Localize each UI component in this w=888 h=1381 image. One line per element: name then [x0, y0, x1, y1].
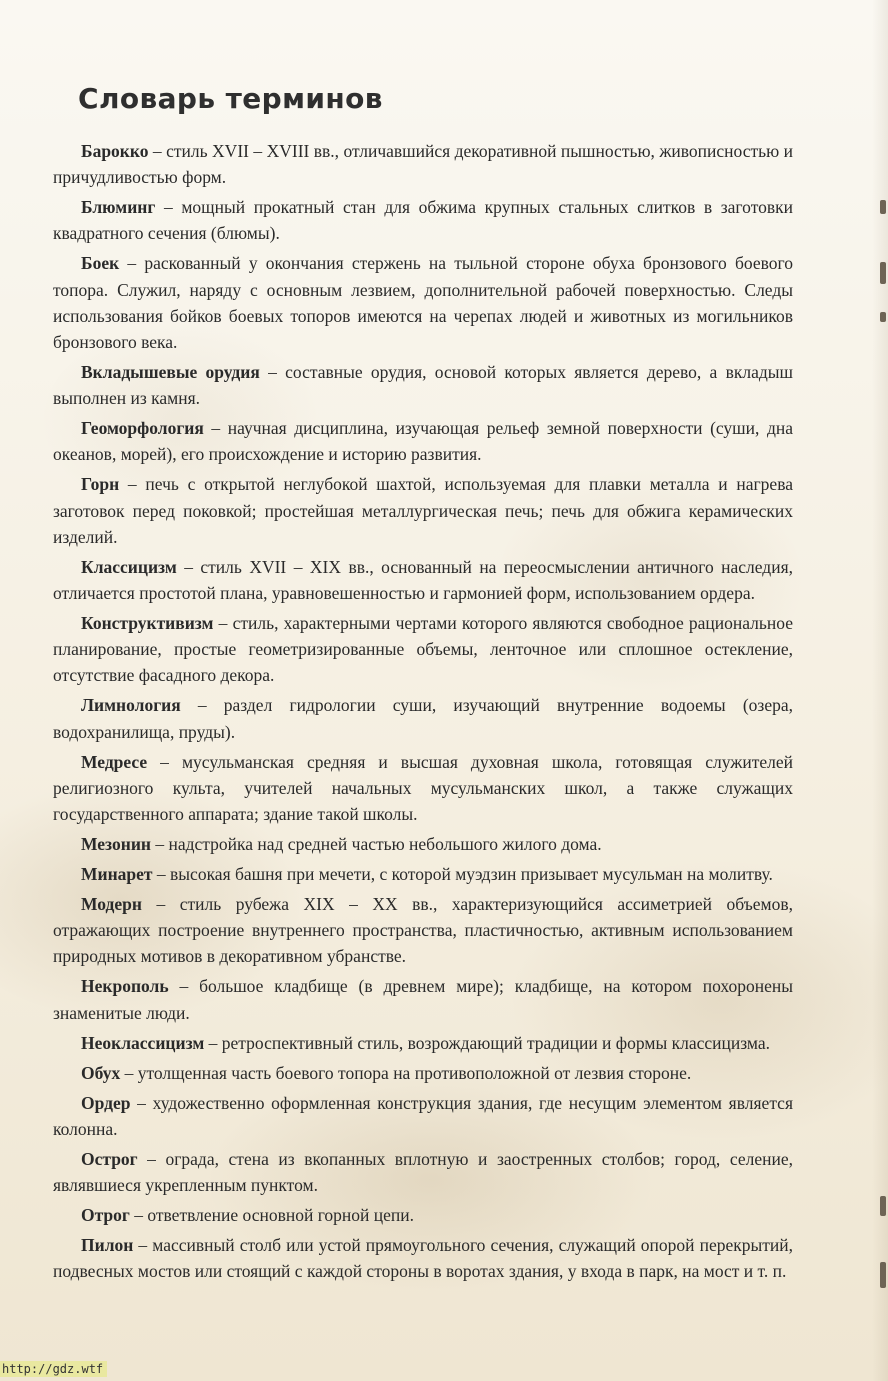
glossary-term: Отрог [81, 1205, 130, 1226]
glossary-entry [53, 1090, 793, 1142]
edge-mark [880, 262, 886, 284]
glossary-entry [53, 471, 793, 550]
glossary-term: Неоклассицизм [81, 1032, 205, 1053]
glossary-entry [53, 415, 793, 467]
glossary-entry [53, 749, 793, 828]
glossary-term: Боек [81, 253, 120, 274]
glossary-definition: – стиль XVII – XVIII вв., отличавшийся декоративной пышностью, живописностью и причудливостью форм. [53, 141, 793, 188]
glossary-term: Лимнология [81, 695, 181, 716]
glossary-definition: – стиль рубежа XIX – XX вв., характеризующийся ассиметрией объемов, отражающих построение внутреннего пространства, пластичностью, активным использованием природных мотивов в декоративном убранстве. [53, 894, 793, 967]
glossary-definition: – стиль XVII – XIX вв., основанный на переосмыслении античного наследия, отличается простотой плана, уравновешенностью и гармонией форм, использованием ордера. [53, 556, 793, 604]
glossary-entry [53, 1030, 793, 1056]
watermark-link: http://gdz.wtf [0, 1361, 107, 1377]
glossary-term: Классицизм [81, 556, 177, 577]
glossary-definition: – массивный столб или устой прямоугольного сечения, служащий опорой перекрытий, подвесных мостов или стоящий с каждой стороны в воротах здания, у входа в парк, на мост и т. п. [53, 1235, 793, 1282]
glossary-entry [53, 861, 793, 887]
glossary-definition: – ограда, стена из вкопанных вплотную и заостренных столбов; город, селение, являвшиеся укрепленным пунктом. [53, 1148, 793, 1196]
glossary-entry [53, 891, 793, 970]
glossary-entry [53, 1060, 793, 1086]
edge-mark [880, 1196, 886, 1216]
page-title: Словарь терминов [78, 82, 383, 115]
glossary-definition: – печь с открытой неглубокой шахтой, используемая для плавки металла и нагрева заготовок перед поковкой; простейшая металлургическая печь; печь для обжига керамических изделий. [53, 474, 793, 547]
glossary-definition: – утолщенная часть боевого топора на противоположной от лезвия стороне. [120, 1062, 692, 1083]
glossary-term: Блюминг [81, 197, 156, 218]
glossary-term: Обух [81, 1062, 121, 1083]
glossary-definition: – ответвление основной горной цепи. [129, 1205, 415, 1226]
glossary-list [53, 138, 793, 1288]
glossary-definition: – надстройка над средней частью небольшого жилого дома. [150, 834, 602, 855]
glossary-entry [53, 610, 793, 689]
edge-mark [880, 312, 886, 322]
glossary-entry [53, 554, 793, 606]
glossary-term: Медресе [81, 751, 148, 772]
glossary-definition: – большое кладбище (в древнем мире); кладбище, на котором похоронены знаменитые люди. [53, 976, 793, 1023]
edge-mark [880, 1262, 886, 1288]
glossary-entry [53, 1146, 793, 1198]
glossary-definition: – ретроспективный стиль, возрождающий традиции и формы классицизма. [204, 1032, 770, 1053]
glossary-term: Геоморфология [81, 418, 204, 439]
glossary-term: Минарет [81, 864, 153, 885]
glossary-entry [53, 1202, 793, 1228]
glossary-entry [53, 250, 793, 355]
glossary-entry [53, 973, 793, 1025]
glossary-term: Мезонин [81, 834, 151, 855]
glossary-definition: – художественно оформленная конструкция здания, где несущим элементом является колонна. [53, 1092, 793, 1139]
glossary-term: Горн [81, 474, 120, 495]
glossary-term: Вкладышевые орудия [81, 362, 260, 383]
glossary-term: Некрополь [81, 976, 169, 997]
glossary-entry [53, 692, 793, 744]
glossary-term: Конструктивизм [81, 613, 214, 634]
glossary-definition: – стиль, характерными чертами которого являются свободное рациональное планирование, простые геометризированные объемы, ленточное или сплошное остекление, отсутствие фасадного декора. [53, 613, 793, 686]
glossary-term: Острог [81, 1148, 138, 1169]
glossary-term: Пилон [81, 1235, 134, 1256]
glossary-entry [53, 138, 793, 190]
glossary-entry [53, 831, 793, 857]
glossary-definition: – раздел гидрологии суши, изучающий внутренние водоемы (озера, водохранилища, пруды). [53, 695, 793, 742]
page-edge-shadow [872, 0, 888, 1381]
glossary-definition: – научная дисциплина, изучающая рельеф земной поверхности (суши, дна океанов, морей), его происхождение и историю развития. [53, 418, 793, 465]
glossary-entry [53, 194, 793, 246]
glossary-entry [53, 1232, 793, 1284]
glossary-definition: – мощный прокатный стан для обжима крупных стальных слитков в заготовки квадратного сечения (блюмы). [53, 197, 793, 244]
glossary-term: Ордер [81, 1092, 131, 1113]
glossary-entry [53, 359, 793, 411]
glossary-term: Барокко [81, 141, 149, 161]
edge-mark [880, 200, 886, 214]
glossary-definition: – составные орудия, основой которых является дерево, а вкладыш выполнен из камня. [53, 362, 793, 409]
glossary-term: Модерн [81, 894, 142, 915]
glossary-definition: – мусульманская средняя и высшая духовная школа, готовящая служителей религиозного культа, учителей начальных мусульманских школ, а также служащих государственного аппарата; здание такой школы. [53, 751, 793, 825]
glossary-definition: – высокая башня при мечети, с которой муэдзин призывает мусульман на молитву. [152, 864, 773, 885]
glossary-definition: – раскованный у окончания стержень на тыльной стороне обуха бронзового боевого топора. Служил, наряду с основным лезвием, дополнительной рабочей поверхностью. Следы использования бойков боевых топоров имеются на черепах людей и животных из могильников бронзового века. [53, 253, 793, 353]
